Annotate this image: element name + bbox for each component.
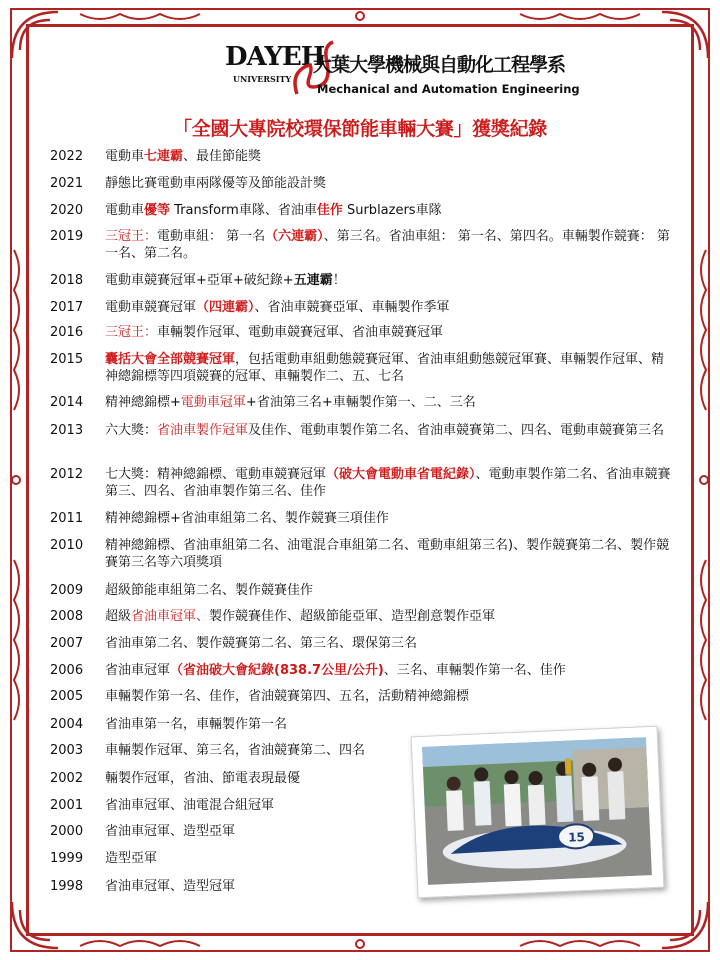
record-description — [105, 351, 675, 385]
record-text-segment: 車輛製作第一名、佳作，省油競賽第四、五名，活動精神總錦標 — [105, 689, 470, 704]
record-description — [105, 324, 675, 341]
record-year: 2021 — [50, 176, 84, 191]
record-text-segment: 省油車冠軍、造型亞軍 — [105, 824, 236, 839]
record-text-segment: （破大會電動車省電紀錄） — [326, 467, 476, 482]
record-description — [105, 510, 675, 527]
record-text-segment: 七連霸 — [144, 149, 184, 164]
record-description — [105, 228, 675, 262]
record-description — [105, 635, 675, 652]
record-text-segment: （六連霸） — [265, 229, 324, 244]
record-year: 2016 — [50, 325, 84, 340]
record-description — [105, 537, 675, 571]
record-text-segment: 電動車競賽冠軍+亞軍+破紀錄+ — [105, 273, 294, 288]
record-text-segment: 、省油車競賽亞軍、車輛製作季軍 — [254, 300, 450, 315]
record-year: 2015 — [50, 352, 84, 367]
record-year: 2002 — [50, 771, 84, 786]
record-text-segment: 省油車第一名，車輛製作第一名 — [105, 717, 288, 732]
record-year: 2001 — [50, 798, 84, 813]
record-year: 1998 — [50, 879, 84, 894]
record-text-segment: 優等 — [144, 203, 171, 218]
record-description — [105, 148, 675, 165]
record-description — [105, 662, 675, 679]
record-text-segment: 輛製作冠軍，省油、節電表現最優 — [105, 771, 301, 786]
record-text-segment: 靜態比賽電動車兩隊優等及節能設計獎 — [105, 176, 327, 191]
record-description — [105, 299, 675, 316]
record-text-segment: 造型亞軍 — [105, 851, 158, 866]
record-text-segment: 省油車冠軍、造型冠軍 — [105, 879, 236, 894]
record-year: 2007 — [50, 636, 84, 651]
record-description — [105, 394, 675, 411]
record-description — [105, 272, 675, 289]
record-text-segment: 超級節能車組第二名、製作競賽佳作 — [105, 583, 314, 598]
record-year: 2011 — [50, 511, 84, 526]
record-year: 2004 — [50, 717, 84, 732]
record-text-segment: 電動車競賽冠軍 — [105, 300, 197, 315]
record-text-segment: 電動車冠軍 — [180, 395, 246, 410]
record-year: 2022 — [50, 149, 84, 164]
record-text-segment: +省油第三名+車輛製作第一、二、三名 — [245, 395, 476, 410]
record-text-segment: 精神總錦標+省油車組第二名、製作競賽三項佳作 — [105, 511, 389, 526]
record-year: 2000 — [50, 824, 84, 839]
record-year: 2019 — [50, 229, 84, 244]
record-year: 2010 — [50, 538, 84, 553]
record-year: 2005 — [50, 689, 84, 704]
record-description — [105, 466, 675, 500]
car-number: 15 — [567, 829, 586, 845]
university-logo — [225, 38, 580, 104]
record-year: 2017 — [50, 300, 84, 315]
record-text-segment: （省油破大會紀錄(838.7公里/公升) — [170, 663, 384, 678]
record-text-segment: 省油車第二名、製作競賽第二名、第三名、環保第三名 — [105, 636, 418, 651]
record-text-segment: 、電動車製作第二名、省油車競賽第三、四名、省油車製作第三名、佳作 — [105, 467, 671, 499]
record-text-segment: 省油車冠軍 — [105, 663, 171, 678]
record-year: 2009 — [50, 583, 84, 598]
record-text-segment: 囊括大會全部競賽冠軍 — [105, 352, 236, 367]
record-text-segment: 車輛製作冠軍、電動車競賽冠軍、省油車競賽冠軍 — [157, 325, 444, 340]
record-text-segment: 七大獎：精神總錦標、電動車競賽冠軍 — [105, 467, 327, 482]
record-description — [105, 202, 675, 219]
record-text-segment: 電動車 — [105, 203, 145, 218]
record-year: 2020 — [50, 203, 84, 218]
record-text-segment: 三冠王： — [105, 229, 158, 244]
record-text-segment: 佳作 — [316, 203, 343, 218]
record-year: 2018 — [50, 273, 84, 288]
record-text-segment: ，包括電動車組動態競賽冠軍、省油車組動態競冠軍賽、車輛製作冠軍、精神總錦標等四項競賽的冠軍、車輛製作二、五、七名 — [105, 352, 665, 384]
record-text-segment: 超級 — [105, 609, 132, 624]
record-description — [105, 422, 675, 439]
team-photo-illustration — [422, 737, 652, 885]
record-description — [105, 688, 675, 705]
record-text-segment: 省油車冠軍、 — [131, 609, 210, 624]
record-description — [105, 608, 675, 625]
record-year: 2014 — [50, 395, 84, 410]
department-name-cn: 大葉大學機械與自動化工程學系 — [313, 54, 566, 76]
record-text-segment: 電動車 — [105, 149, 145, 164]
record-text-segment: 精神總錦標+ — [105, 395, 181, 410]
record-text-segment: 車輛製作冠軍、第三名，省油競賽第二、四名 — [105, 743, 366, 758]
record-description — [105, 175, 675, 192]
record-year: 2013 — [50, 423, 84, 438]
record-text-segment: 、最佳節能獎 — [183, 149, 262, 164]
record-text-segment: 精神總錦標、省油車組第二名、油電混合車組第二名、電動車組第三名)、製作競賽第二名、製作競賽第三名等六項獎項 — [105, 538, 670, 570]
record-text-segment: Surblazers車隊 — [342, 203, 442, 218]
record-year: 2006 — [50, 663, 84, 678]
record-text-segment: 、三名、車輛製作第一名、佳作 — [383, 663, 566, 678]
record-text-segment: 製作競賽佳作、超級節能亞軍、造型創意製作亞軍 — [209, 609, 496, 624]
record-text-segment: 六大獎： — [105, 423, 158, 438]
record-text-segment: 省油車冠軍、油電混合組冠軍 — [105, 798, 275, 813]
record-description — [105, 582, 675, 599]
record-text-segment: 五連霸 — [293, 273, 333, 288]
team-photo-card — [411, 726, 665, 899]
page-title: 「全國大專院校環保節能車輛大賽」獲獎紀錄 — [172, 118, 547, 140]
record-text-segment: 三冠王： — [105, 325, 158, 340]
record-text-segment: 電動車組： 第一名 — [157, 229, 266, 244]
record-text-segment: 及佳作、電動車製作第二名、省油車競賽第二、四名、電動車競賽第三名 — [248, 423, 665, 438]
record-year: 2003 — [50, 743, 84, 758]
record-year: 1999 — [50, 851, 84, 866]
logo-wordmark: DAYEH — [225, 42, 325, 72]
record-text-segment: Transform車隊、省油車 — [170, 203, 317, 218]
record-year: 2012 — [50, 467, 84, 482]
record-year: 2008 — [50, 609, 84, 624]
record-text-segment: ！ — [332, 273, 346, 288]
team-photo — [422, 737, 652, 885]
department-name-en: Mechanical and Automation Engineering — [317, 82, 580, 96]
record-text-segment: （四連霸） — [196, 300, 255, 315]
record-text-segment: 省油車製作冠軍 — [157, 423, 249, 438]
record-text-segment: 、第三名。省油車組： 第一名、第四名。車輛製作競賽： 第一名、第二名。 — [105, 229, 670, 261]
logo-subtitle: UNIVERSITY — [233, 74, 292, 84]
